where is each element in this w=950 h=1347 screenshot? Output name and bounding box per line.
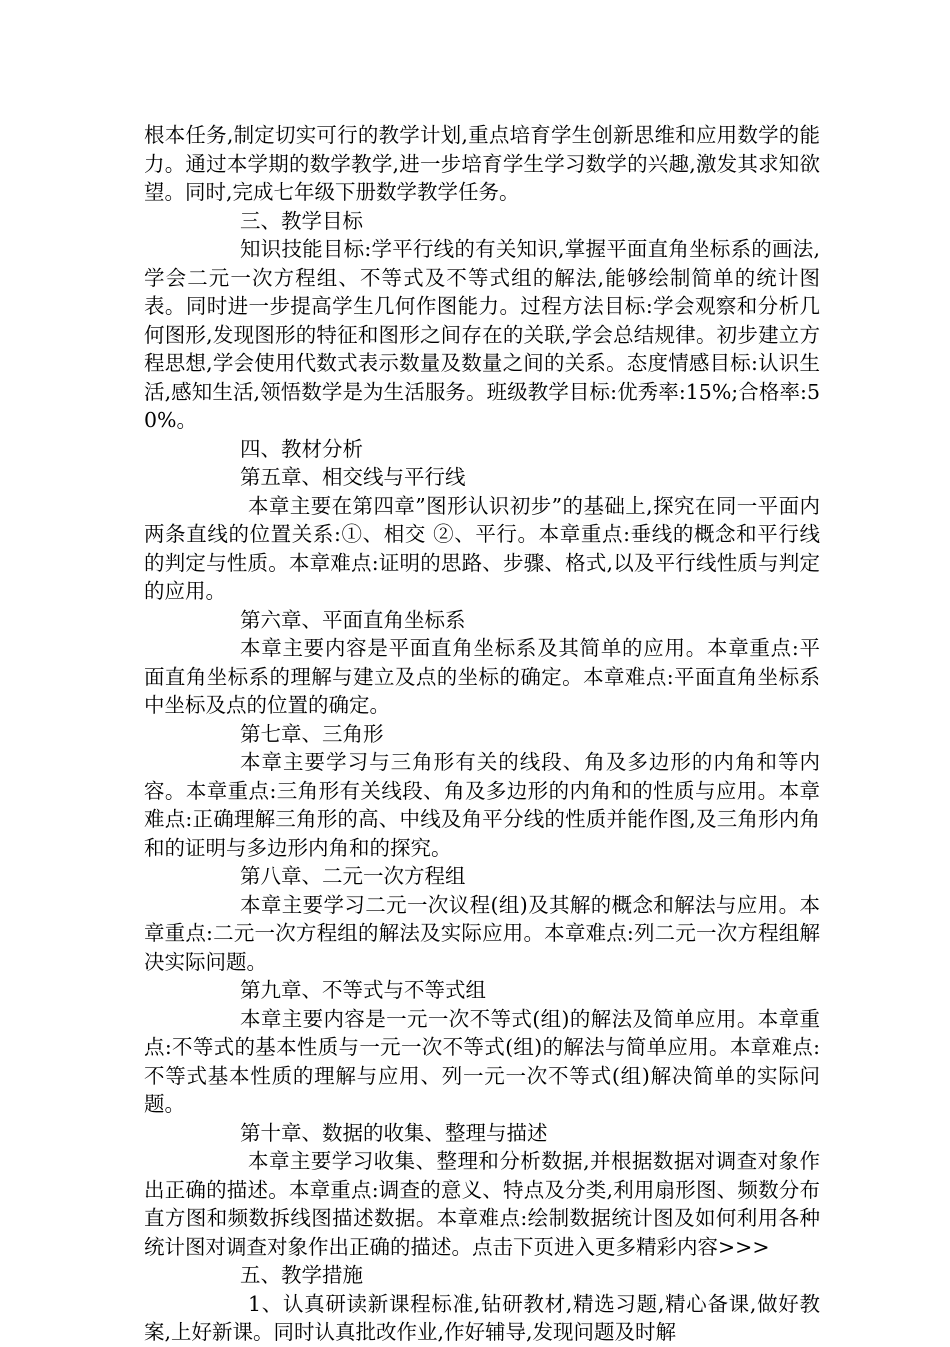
chapter-heading-5: 第五章、相交线与平行线 (240, 465, 466, 489)
section-heading-textbook-analysis: 四、教材分析 (240, 436, 363, 461)
paragraph-chapter-6: 本章主要内容是平面直角坐标系及其简单的应用。本章重点:平面直角坐标系的理解与建立及点的坐标的确定。本章难点:平面直角坐标系中坐标及点的位置的确定。 (144, 636, 820, 717)
paragraph-intro: 根本任务,制定切实可行的教学计划,重点培育学生创新思维和应用数学的能力。通过本学期的数学教学,进一步培育学生学习数学的兴趣,激发其求知欲望。同时,完成七年级下册数学教学任务。 (144, 123, 820, 204)
chapter-heading-6: 第六章、平面直角坐标系 (240, 607, 466, 632)
chapter-heading-7: 第七章、三角形 (240, 721, 384, 746)
paragraph-chapter-8: 本章主要学习二元一次议程(组)及其解的概念和解法与应用。本章重点:二元一次方程组的解法及实际应用。本章难点:列二元一次方程组解决实际问题。 (144, 892, 820, 974)
chapter-heading-8: 第八章、二元一次方程组 (240, 864, 466, 888)
document-body (144, 121, 820, 1347)
chapter-heading-9: 第九章、不等式与不等式组 (240, 978, 486, 1002)
paragraph-chapter-7: 本章主要学习与三角形有关的线段、角及多边形的内角和等内容。本章重点:三角形有关线段、角及多边形的内角和的性质与应用。本章难点:正确理解三角形的高、中线及角平分线的性质并能作图,及三角形内角和的证明与多边形内角和的探究。 (144, 750, 820, 860)
paragraph-chapter-5: 本章主要在第四章”图形认识初步”的基础上,探究在同一平面内两条直线的位置关系:①、相交 ②、平行。本章重点:垂线的概念和平行线的判定与性质。本章难点:证明的思路、步骤、格式,以及平行线性质与判定的应用。 (144, 493, 820, 603)
section-heading-teaching-measures: 五、教学措施 (240, 1263, 363, 1287)
paragraph-chapter-9: 本章主要内容是一元一次不等式(组)的解法及简单应用。本章重点:不等式的基本性质与一元一次不等式(组)的解法与简单应用。本章难点:不等式基本性质的理解与应用、列一元一次不等式(组)解决简单的实际问题。 (144, 1006, 820, 1116)
chapter-heading-10: 第十章、数据的收集、整理与描述 (240, 1120, 548, 1145)
section-heading-teaching-goals: 三、教学目标 (240, 208, 363, 233)
paragraph-teaching-goals: 知识技能目标:学平行线的有关知识,掌握平面直角坐标系的画法,学会二元一次方程组、不等式及不等式组的解法,能够绘制简单的统计图表。同时进一步提高学生几何作图能力。过程方法目标:学会观察和分析几何图形,发现图形的特征和图形之间存在的关联,学会总结规律。初步建立方程思想,学会使用代数式表示数量及数量之间的关系。态度情感目标:认识生活,感知生活,领悟数学是为生活服务。班级教学目标:优秀率:15%;合格率:50%。 (144, 237, 820, 432)
paragraph-teaching-measures-1: 1、认真研读新课程标准,钻研教材,精选习题,精心备课,做好教案,上好新课。同时认真批改作业,作好辅导,发现问题及时解 (144, 1291, 820, 1344)
paragraph-chapter-10: 本章主要学习收集、整理和分析数据,并根据数据对调查对象作出正确的描述。本章重点:调查的意义、特点及分类,利用扇形图、频数分布直方图和频数拆线图描述数据。本章难点:绘制数据统计图及如何利用各种统计图对调查对象作出正确的描述。点击下页进入更多精彩内容>>> (144, 1149, 820, 1259)
